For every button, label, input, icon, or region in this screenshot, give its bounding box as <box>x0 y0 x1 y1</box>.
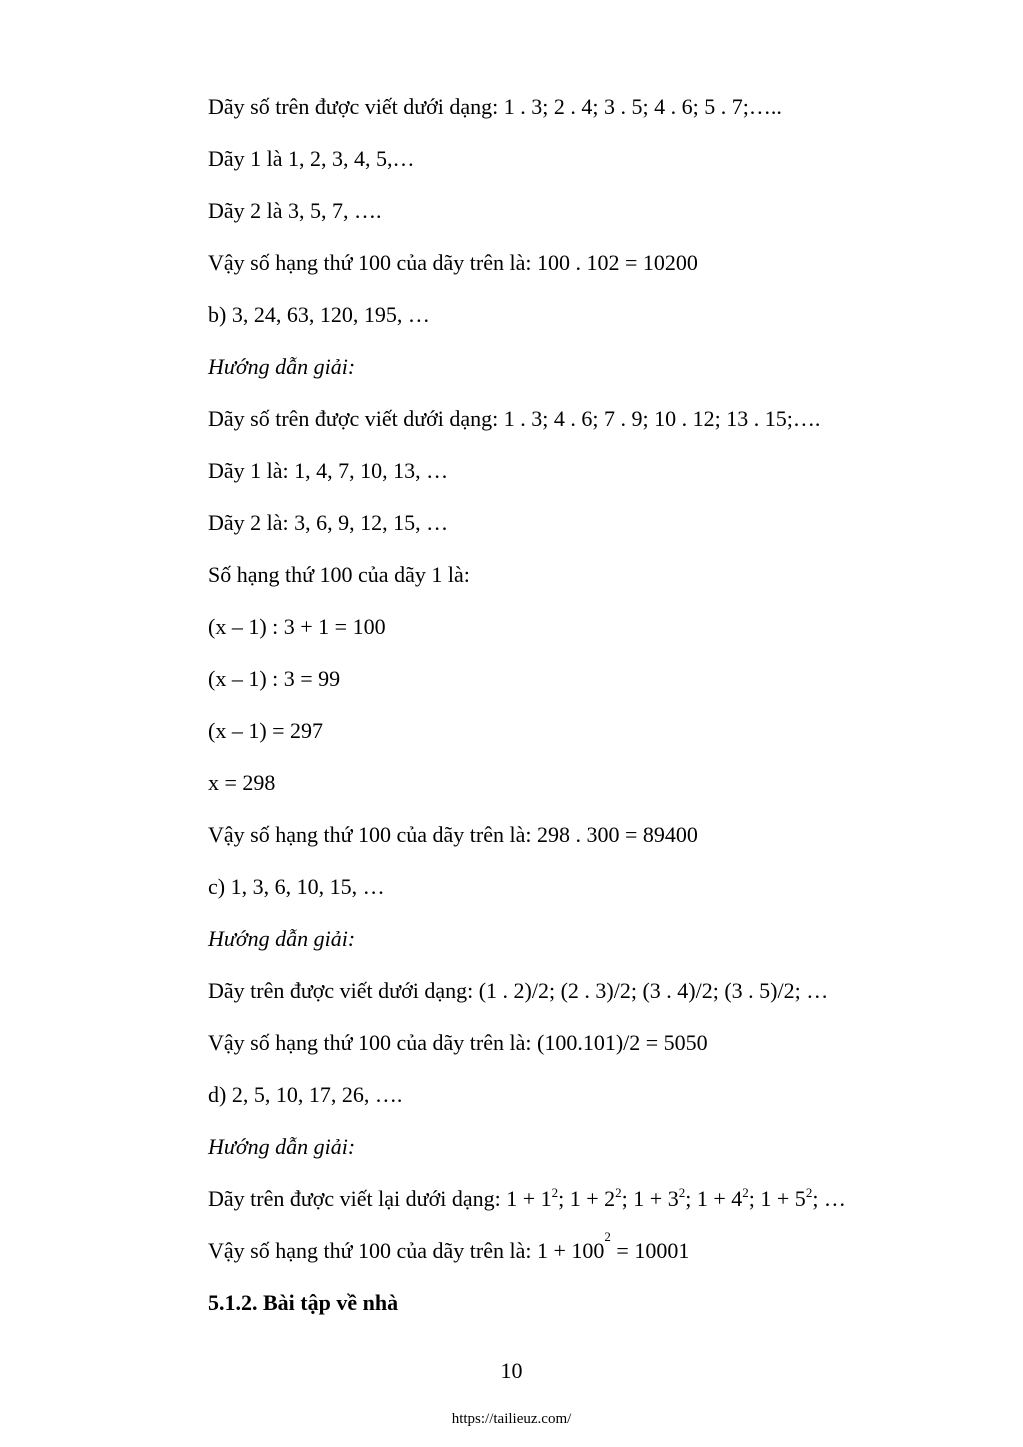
power-term <box>570 1186 622 1211</box>
result-exponent: 2 <box>604 1228 611 1244</box>
power-base: 1 + 3 <box>633 1186 679 1211</box>
solution-label: Hướng dẫn giải: <box>208 926 356 951</box>
equation-line: (x – 1) : 3 = 99 <box>208 666 341 691</box>
solution-label: Hướng dẫn giải: <box>208 354 356 379</box>
text-line: Dãy số trên được viết dưới dạng: 1 . 3; 4 . 6; 7 . 9; 10 . 12; 13 . 15;…. <box>208 406 821 431</box>
text-line: Vậy số hạng thứ 100 của dãy trên là: (100.101)/2 = 5050 <box>208 1030 708 1055</box>
power-term <box>760 1186 812 1211</box>
text-line: Dãy 1 là 1, 2, 3, 4, 5,… <box>208 146 415 171</box>
power-term <box>697 1186 749 1211</box>
power-exponent: 2 <box>678 1185 686 1200</box>
term-separator: ; … <box>812 1186 846 1211</box>
power-term <box>633 1186 685 1211</box>
footer-url: https://tailieuz.com/ <box>451 1411 572 1427</box>
exercise-b-heading: b) 3, 24, 63, 120, 195, … <box>208 302 430 327</box>
exercise-c-heading: c) 1, 3, 6, 10, 15, … <box>208 874 385 899</box>
power-exponent: 2 <box>615 1185 622 1200</box>
powers-line <box>208 1186 968 1212</box>
term-separator: ; <box>748 1186 761 1211</box>
term-separator: ; <box>621 1186 634 1211</box>
power-exponent: 2 <box>805 1185 813 1200</box>
section-heading: 5.1.2. Bài tập về nhà <box>208 1290 399 1315</box>
result-line <box>208 1228 968 1264</box>
text-line: Vậy số hạng thứ 100 của dãy trên là: 298 . 300 = 89400 <box>208 822 698 847</box>
result-suffix: = 10001 <box>610 1238 690 1263</box>
text-line: Vậy số hạng thứ 100 của dãy trên là: 100 . 102 = 10200 <box>208 250 698 275</box>
page-content <box>208 94 968 1342</box>
term-separator: ; <box>558 1186 570 1211</box>
power-base: 1 + 1 <box>506 1186 552 1211</box>
power-base: 1 + 5 <box>760 1186 806 1211</box>
text-line: Dãy 2 là: 3, 6, 9, 12, 15, … <box>208 510 449 535</box>
solution-label: Hướng dẫn giải: <box>208 1134 356 1159</box>
equation-line: (x – 1) = 297 <box>208 718 324 743</box>
power-term <box>506 1186 558 1211</box>
power-base: 1 + 2 <box>569 1186 616 1211</box>
text-line: Dãy 1 là: 1, 4, 7, 10, 13, … <box>208 458 449 483</box>
equation-line: (x – 1) : 3 + 1 = 100 <box>208 614 386 639</box>
exercise-d-heading: d) 2, 5, 10, 17, 26, …. <box>208 1082 403 1107</box>
power-base: 1 + 4 <box>696 1186 743 1211</box>
power-exponent: 2 <box>742 1185 749 1200</box>
page-number: 10 <box>500 1358 523 1383</box>
power-exponent: 2 <box>551 1185 559 1200</box>
equation-line: x = 298 <box>208 770 276 795</box>
text-line: Số hạng thứ 100 của dãy 1 là: <box>208 562 470 587</box>
result-prefix: Vậy số hạng thứ 100 của dãy trên là: 1 + 100 <box>208 1238 605 1263</box>
term-separator: ; <box>685 1186 697 1211</box>
text-line: Dãy trên được viết dưới dạng: (1 . 2)/2; (2 . 3)/2; (3 . 4)/2; (3 . 5)/2; … <box>208 978 829 1003</box>
text-line: Dãy số trên được viết dưới dạng: 1 . 3; 2 . 4; 3 . 5; 4 . 6; 5 . 7;….. <box>208 94 782 119</box>
powers-line-prefix: Dãy trên được viết lại dưới dạng: <box>208 1186 507 1211</box>
text-line: Dãy 2 là 3, 5, 7, …. <box>208 198 382 223</box>
